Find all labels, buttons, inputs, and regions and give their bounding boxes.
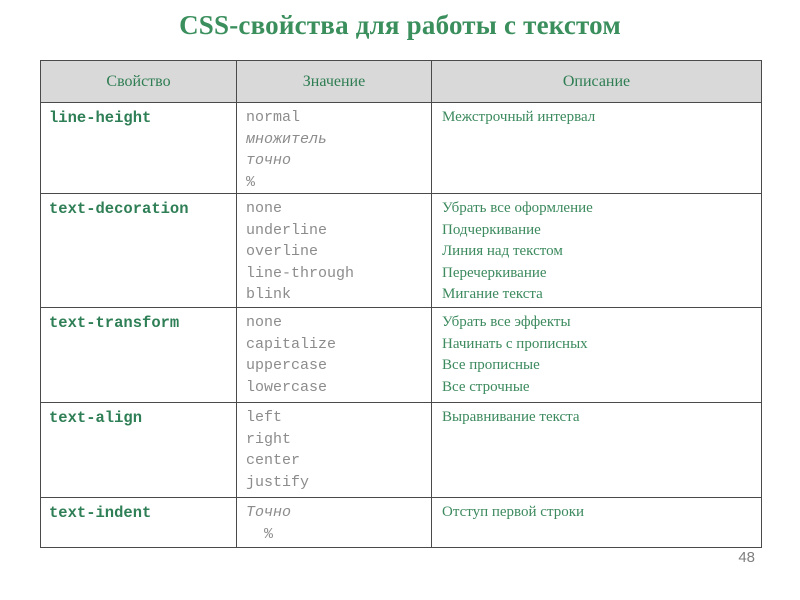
header-description: Описание [432, 61, 762, 103]
value-line: right [246, 430, 292, 448]
table-row [41, 103, 762, 194]
table-row [41, 308, 762, 403]
property-description [432, 103, 762, 194]
table-row [41, 498, 762, 548]
description-line: Убрать все оформление [442, 200, 593, 216]
description-line: Подчеркивание [442, 221, 541, 238]
value-line: none [246, 200, 283, 217]
property-values [237, 403, 432, 498]
property-description [432, 403, 762, 498]
value-line: underline [246, 221, 328, 239]
table-row [41, 403, 762, 498]
description-line: Все строчные [442, 378, 530, 395]
value-line: blink [246, 286, 292, 303]
table-row [41, 194, 762, 308]
property-values [237, 194, 432, 308]
property-name: text-transform [41, 308, 237, 403]
value-line: none [246, 314, 283, 331]
description-line: Мигание текста [442, 286, 543, 302]
value-line: center [246, 452, 301, 469]
header-property: Свойство [41, 61, 237, 103]
value-line: uppercase [246, 357, 328, 374]
property-name: line-height [41, 103, 237, 194]
description-line: Межстрочный интервал [442, 109, 596, 125]
value-line: % [246, 173, 256, 191]
slide-title: CSS-свойства для работы с текстом [179, 10, 621, 40]
value-line: justify [246, 473, 310, 491]
description-line: Все прописные [442, 357, 540, 373]
value-line: capitalize [246, 335, 337, 353]
value-line: normal [246, 109, 301, 126]
property-values [237, 498, 432, 548]
value-line: line-through [246, 264, 355, 282]
property-description [432, 194, 762, 308]
property-name: text-indent [41, 498, 237, 548]
header-value: Значение [237, 61, 432, 103]
property-name: text-decoration [41, 194, 237, 308]
description-line: Отступ первой строки [442, 504, 585, 520]
value-line: Точно [246, 504, 292, 521]
value-line: множитель [246, 130, 328, 148]
description-line: Линия над текстом [442, 243, 563, 259]
property-values [237, 308, 432, 403]
value-line: overline [246, 243, 319, 260]
property-name: text-align [41, 403, 237, 498]
value-line: % [246, 525, 274, 543]
description-line: Выравнивание текста [442, 409, 580, 425]
value-line: точно [246, 152, 292, 169]
property-description [432, 308, 762, 403]
table-header-row [41, 61, 762, 103]
value-line: left [246, 409, 283, 426]
page-number: 48 [738, 549, 755, 566]
property-values [237, 103, 432, 194]
css-properties-table [40, 60, 762, 548]
description-line: Перечеркивание [442, 264, 547, 281]
property-description [432, 498, 762, 548]
description-line: Убрать все эффекты [442, 314, 571, 330]
description-line: Начинать с прописных [442, 335, 588, 352]
value-line: lowercase [246, 378, 328, 396]
